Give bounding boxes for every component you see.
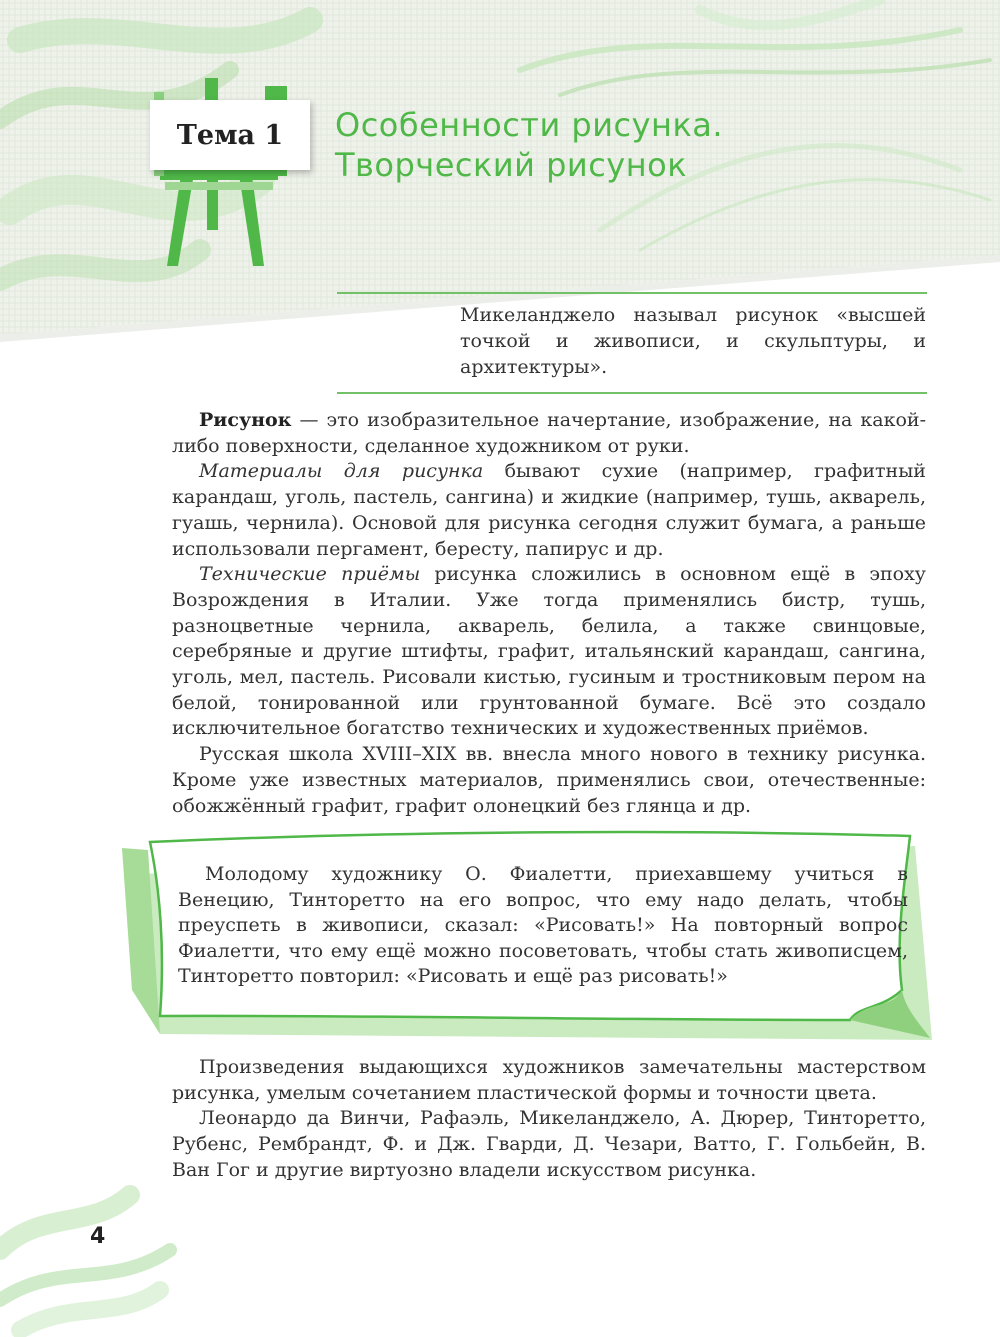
paragraph: Рисунок — это изобразительное начертание, изображение, на какой-либо поверхности, сделанное художником от руки. [172,409,926,457]
quote-text: Молодому художнику О. Фиалетти, приехавшему учиться в Венецию, Тинторетто на его вопрос, что ему надо делать, чтобы преуспеть в живописи, сказал: «Рисовать!» На повторный вопрос Фиалетти, что ему ещё можно посоветовать, чтобы стать живописцем, Тинторетто повторил: «Рисовать и ещё раз рисовать!» [178,863,908,987]
paragraph: Материалы для рисунка бывают сухие (например, графитный карандаш, уголь, пастель, сангина) и жидкие (например, тушь, акварель, гуашь, чернила). Основой для рисунка сегодня служит бумага, а раньше использовали пергамент, бересту, папирус и др. [172,460,926,560]
topic-badge [150,100,310,170]
closing-text [172,1055,926,1184]
paragraph: Технические приёмы рисунка сложились в основном ещё в эпоху Возрождения в Италии. Уже тогда применялись бистр, тушь, разноцветные чернила, акварель, белила, а также свинцовые, серебряные и другие штифты, графит, итальянский карандаш, сангина, уголь, мел, пастель. Рисовали кистью, гусиным и тростниковым пером на белой, тонированной или грунтованной бумаге. Всё это создало исключительное богатство технических и художественных приёмов. [172,563,926,740]
brush-strokes-footer [0,1195,170,1330]
title-line-1: Особенности рисунка. [335,106,724,144]
term: Технические приёмы [199,563,421,586]
term: Рисунок [199,409,292,431]
page-title [335,105,723,185]
paragraph: Русская школа XVIII–XIX вв. внесла много нового в технику рисунка. Кроме уже известных материалов, применялись свои, отечественные: обожжённый графит, графит олонецкий без глянца и др. [172,743,926,817]
topic-label: Тема 1 [176,119,284,151]
epigraph-bottom-rule [337,392,927,394]
epigraph-top-rule [337,292,927,294]
title-line-2: Творческий рисунок [335,146,688,184]
page-number: 4 [90,1224,106,1249]
paragraph: Произведения выдающихся художников замечательны мастерством рисунка, умелым сочетанием пластической формы и точности цвета. [172,1056,926,1104]
epigraph: Микеланджело называл рисунок «высшей точкой и живописи, и скульптуры, и архитектуры». [460,304,926,378]
main-text [172,408,926,819]
paragraph: Леонардо да Винчи, Рафаэль, Микеланджело, А. Дюрер, Тинторетто, Рубенс, Рембрандт, Ф. и Дж. Гварди, Д. Чезари, Ватто, Г. Гольбейн, В. Ван Гог и другие виртуозно владели искусством рисунка. [172,1107,926,1181]
term: Материалы для рисунка [199,460,484,483]
